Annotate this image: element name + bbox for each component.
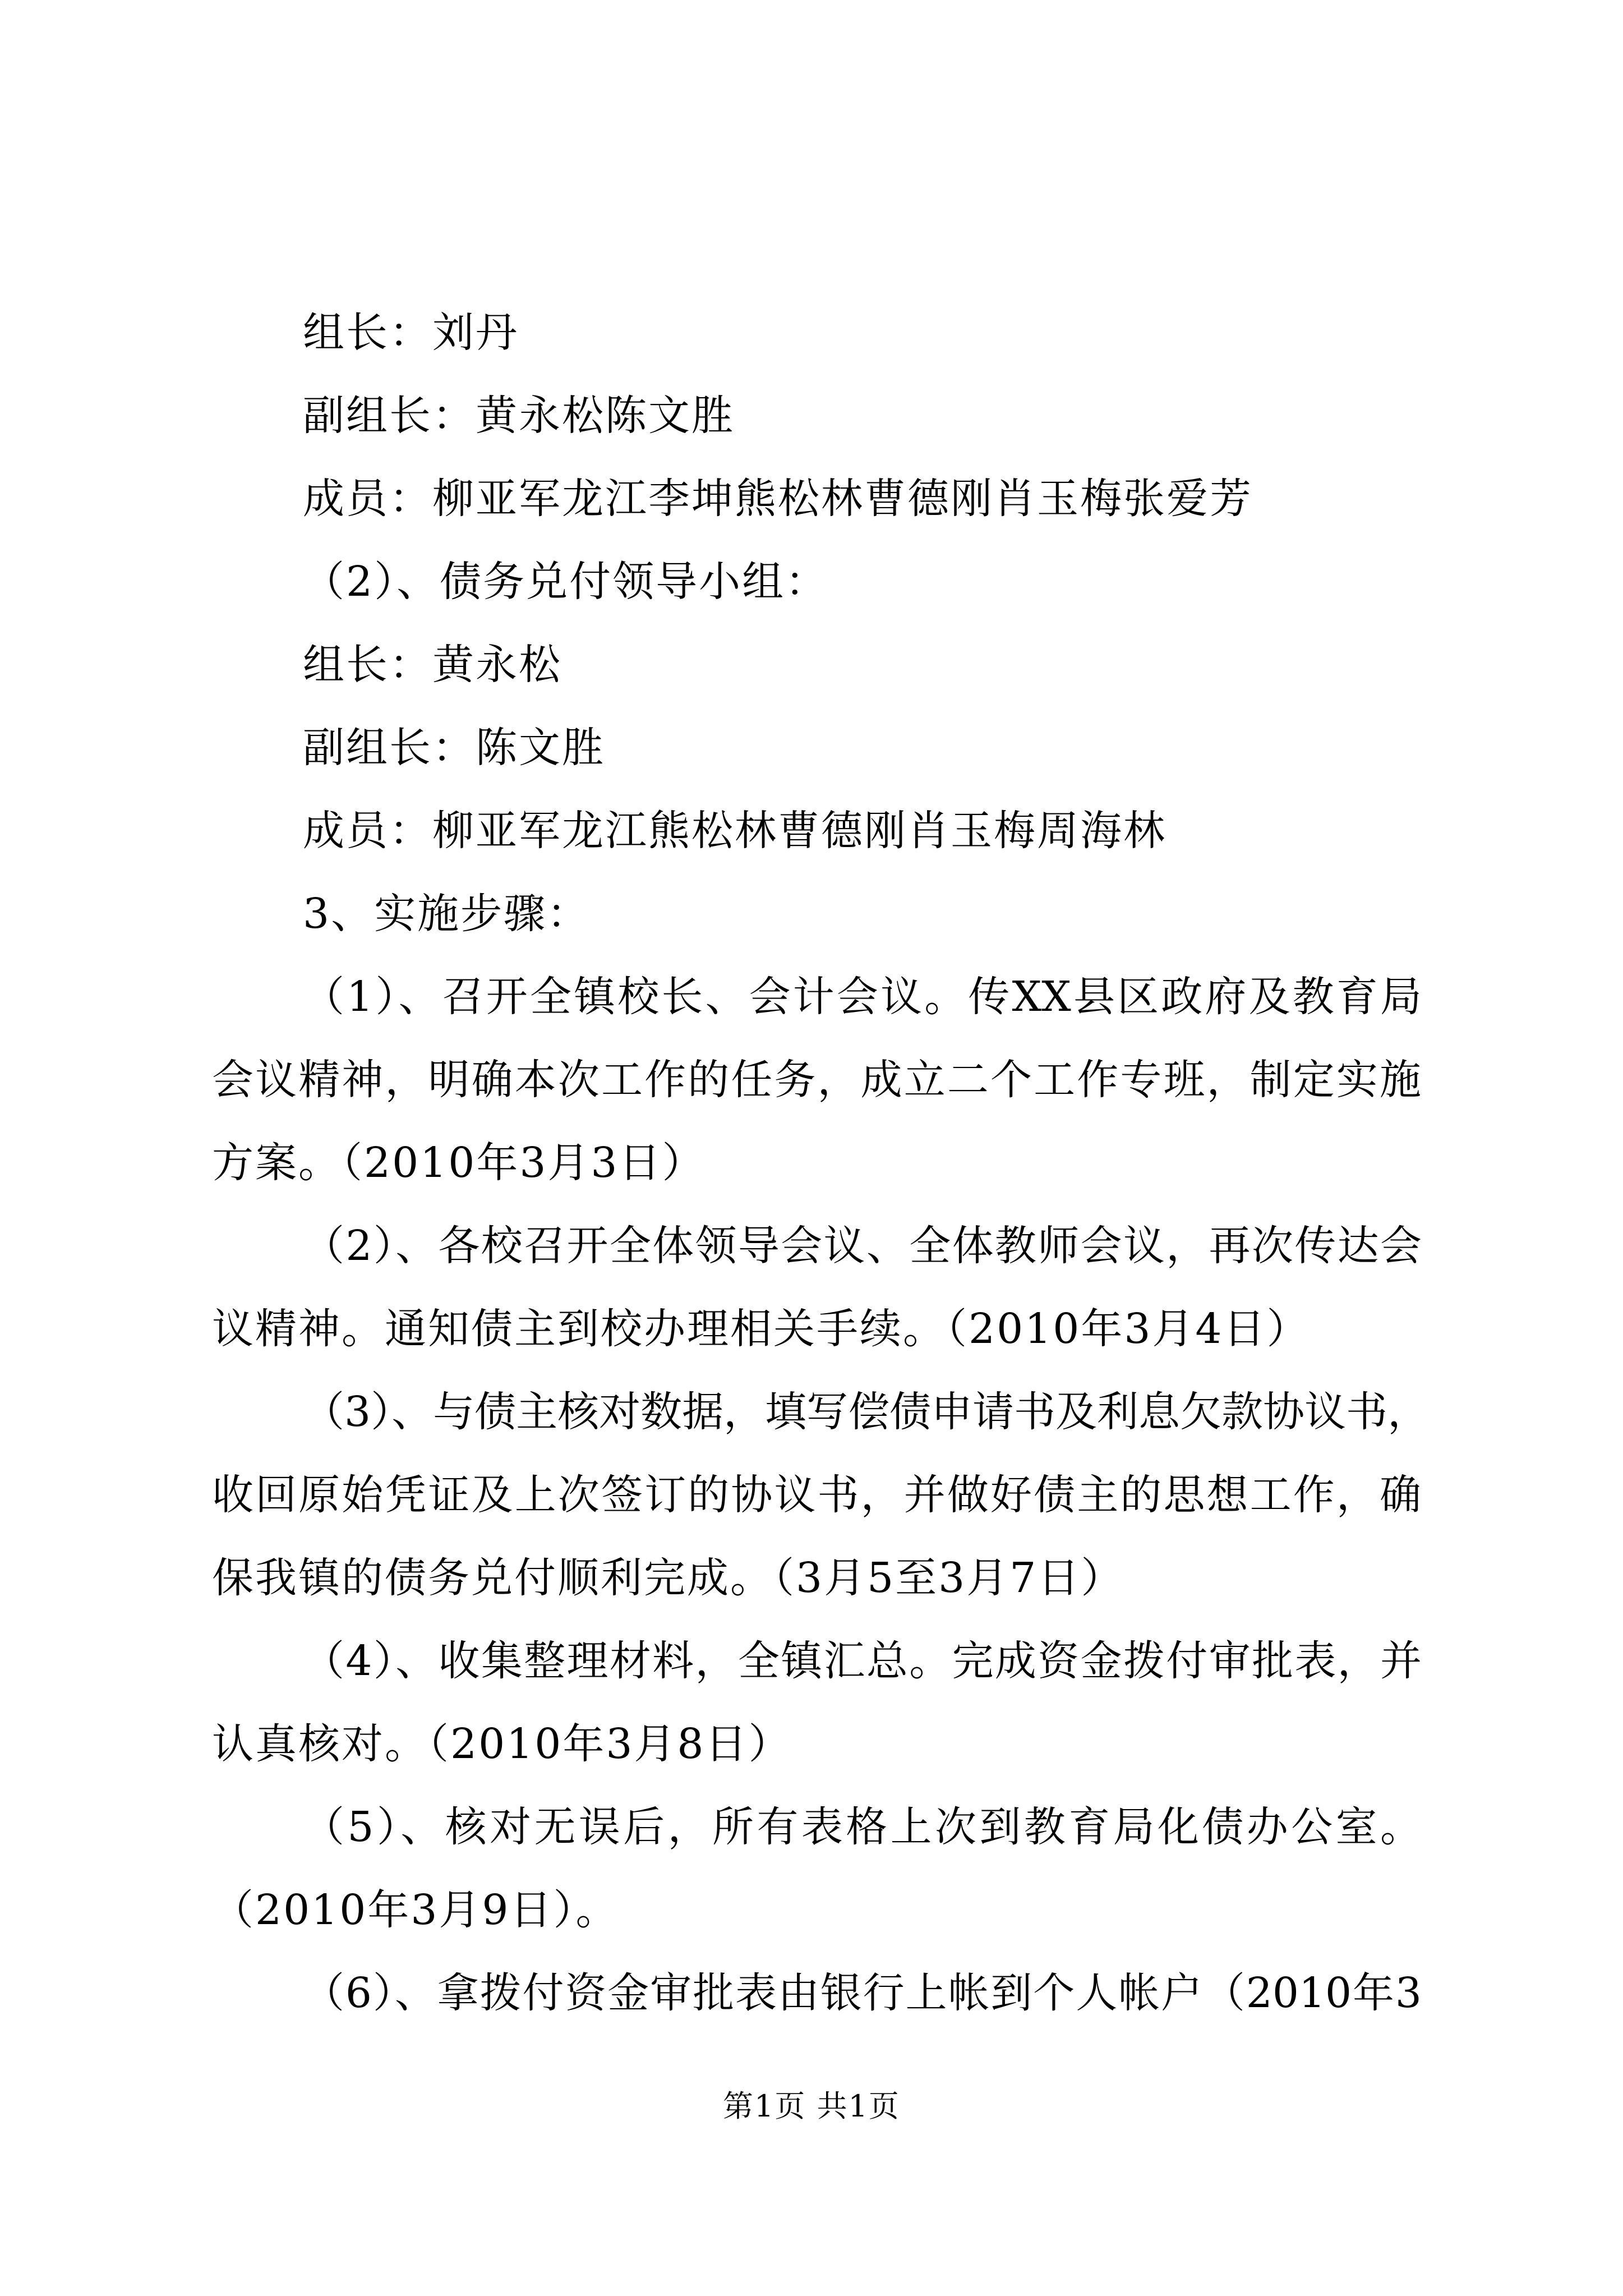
text-line-1: 组长：刘丹 — [303, 309, 519, 357]
text-line-16: 保我镇的债务兑付顺利完成。（3月5至3月7日） — [212, 1554, 1124, 1602]
text-line-11: 方案。（2010年3月3日） — [212, 1139, 706, 1187]
text-line-7: 成员：柳亚军龙江熊松林曹德刚肖玉梅周海林 — [303, 807, 1166, 855]
text-line-12: （2）、各校召开全体领导会议、全体教师会议，再次传达会 — [303, 1222, 1422, 1270]
text-line-2: 副组长：黄永松陈文胜 — [303, 392, 735, 440]
text-line-21: （6）、拿拨付资金审批表由银行上帐到个人帐户（2010年3 — [303, 1969, 1422, 2017]
text-line-9: （1）、召开全镇校长、会计会议。传XX县区政府及教育局 — [303, 973, 1422, 1021]
text-line-8: 3、实施步骤： — [303, 890, 591, 938]
text-line-14: （3）、与债主核对数据，填写偿债申请书及利息欠款协议书， — [303, 1388, 1430, 1436]
text-line-18: 认真核对。（2010年3月8日） — [212, 1720, 792, 1768]
text-line-4: （2）、债务兑付领导小组： — [303, 558, 829, 606]
text-line-15: 收回原始凭证及上次签订的协议书，并做好债主的思想工作，确 — [212, 1471, 1421, 1519]
text-line-10: 会议精神，明确本次工作的任务，成立二个工作专班，制定实施 — [212, 1056, 1421, 1104]
text-line-6: 副组长：陈文胜 — [303, 724, 605, 772]
text-line-3: 成员：柳亚军龙江李坤熊松林曹德刚肖玉梅张爱芳 — [303, 475, 1253, 523]
text-line-5: 组长：黄永松 — [303, 641, 562, 689]
text-line-19: （5）、核对无误后，所有表格上次到教育局化债办公室。 — [303, 1803, 1422, 1851]
page-number-footer: 第1页 共1页 — [723, 2088, 900, 2124]
text-line-20: （2010年3月9日）。 — [212, 1886, 619, 1934]
text-line-13: 议精神。通知债主到校办理相关手续。（2010年3月4日） — [212, 1305, 1310, 1353]
text-line-17: （4）、收集整理材料，全镇汇总。完成资金拨付审批表，并 — [303, 1637, 1422, 1685]
